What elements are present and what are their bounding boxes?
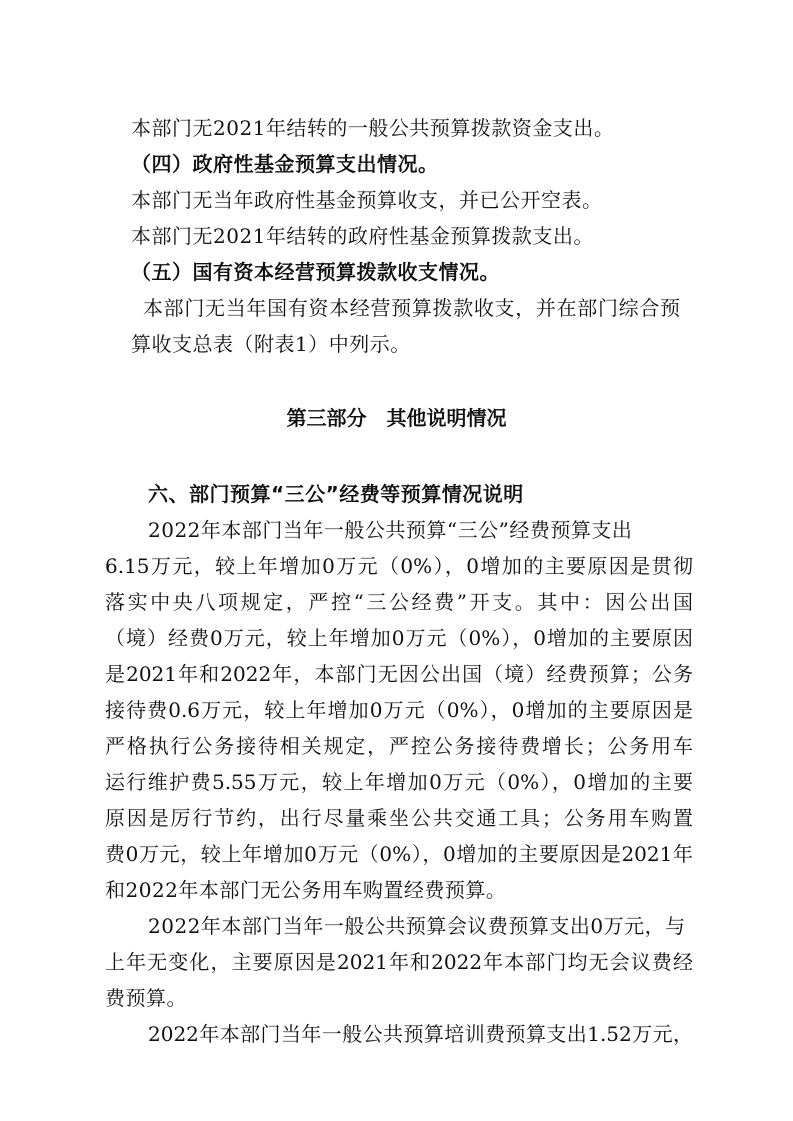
section-title: 第三部分 其他说明情况 <box>286 406 507 430</box>
paragraph-line: 6.15万元，较上年增加0万元（0%），0增加的主要原因是贯彻 <box>105 554 693 578</box>
paragraph-line: 上年无变化，主要原因是2021年和2022年本部门均无会议费经 <box>105 950 693 974</box>
paragraph-line: 是2021年和2022年，本部门无因公出国（境）经费预算；公务 <box>105 662 693 686</box>
text-line: 本部门无当年政府性基金预算收支，并已公开空表。 <box>131 188 603 212</box>
paragraph-line: 费预算。 <box>105 986 187 1010</box>
text-line: 本部门无2021年结转的政府性基金预算拨款支出。 <box>131 224 594 248</box>
paragraph-line: 接待费0.6万元，较上年增加0万元（0%），0增加的主要原因是 <box>105 698 693 722</box>
subsection-heading-5: （五）国有资本经营预算拨款收支情况。 <box>131 260 500 284</box>
text-line: 本部门无当年国有资本经营预算拨款收支，并在部门综合预 <box>143 296 680 320</box>
text-line: 算收支总表（附表1）中列示。 <box>131 332 411 356</box>
paragraph-line: 运行维护费5.55万元，较上年增加0万元（0%），0增加的主要 <box>105 770 693 794</box>
paragraph-line: 原因是厉行节约，出行尽量乘坐公共交通工具；公务用车购置 <box>105 806 693 830</box>
paragraph-line: 费0万元，较上年增加0万元（0%），0增加的主要原因是2021年 <box>105 842 693 866</box>
part6-heading: 六、部门预算“三公”经费等预算情况说明 <box>148 482 524 506</box>
paragraph-line: 2022年本部门当年一般公共预算培训费预算支出1.52万元， <box>148 1022 693 1046</box>
paragraph-line: 和2022年本部门无公务用车购置经费预算。 <box>105 878 507 902</box>
paragraph-line: 落实中央八项规定，严控“三公经费”开支。其中：因公出国 <box>105 590 693 614</box>
paragraph-line: 2022年本部门当年一般公共预算会议费预算支出0万元，与 <box>148 914 686 938</box>
paragraph-line: 严格执行公务接待相关规定，严控公务接待费增长；公务用车 <box>105 734 693 758</box>
paragraph-line: （境）经费0万元，较上年增加0万元（0%），0增加的主要原因 <box>105 626 693 650</box>
text-line: 本部门无2021年结转的一般公共预算拨款资金支出。 <box>131 116 615 140</box>
paragraph-line: 2022年本部门当年一般公共预算“三公”经费预算支出 <box>148 518 633 542</box>
subsection-heading-4: （四）政府性基金预算支出情况。 <box>131 152 439 176</box>
